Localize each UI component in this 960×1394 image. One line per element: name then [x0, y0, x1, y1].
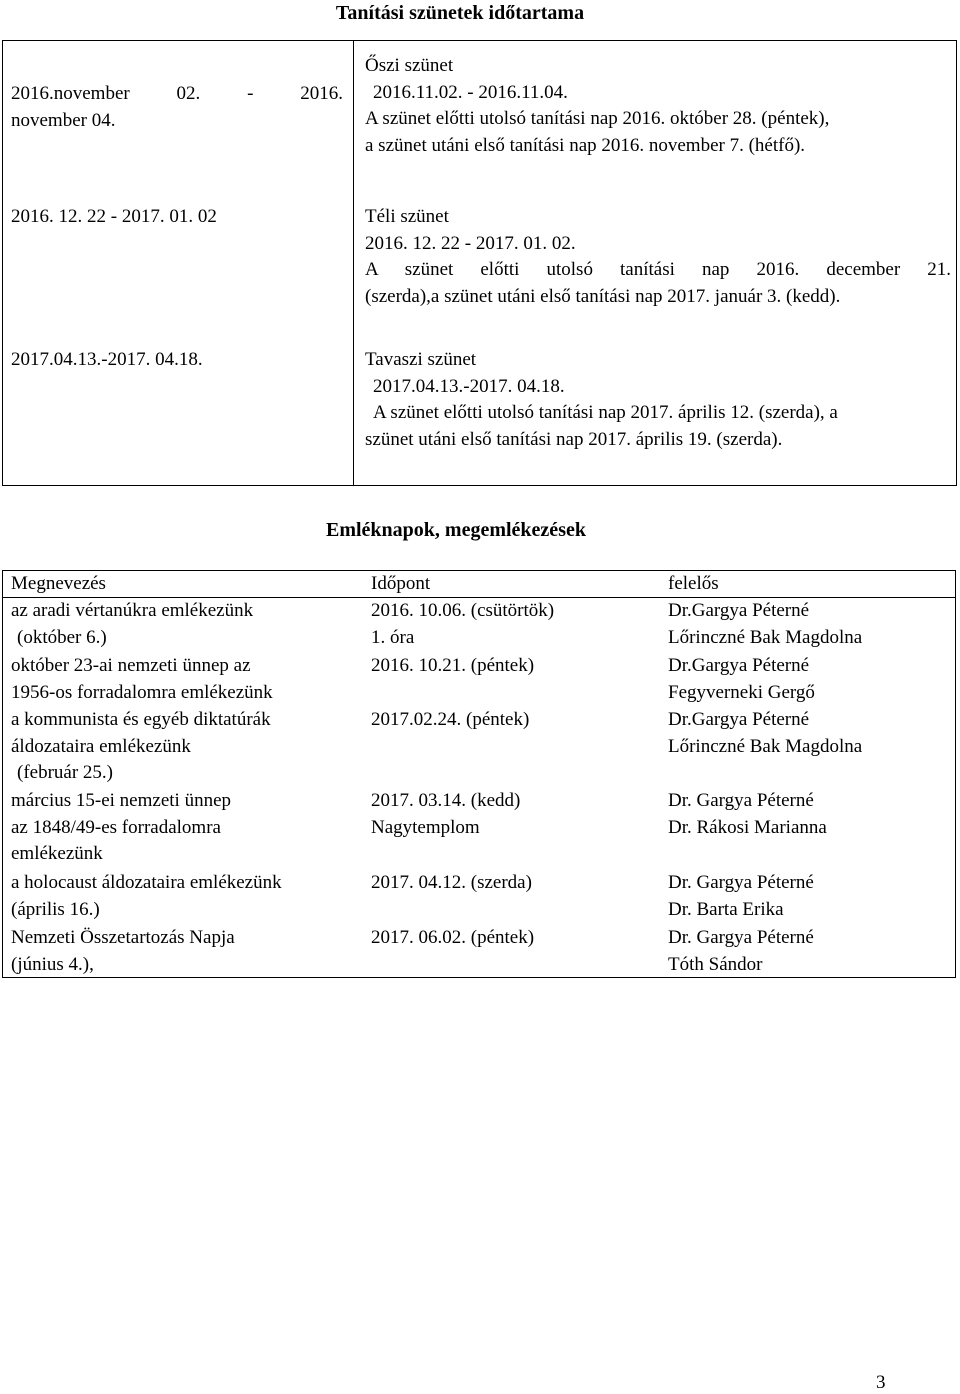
- memorial-time-line: 2016. 10.06. (csütörtök): [371, 600, 555, 621]
- memorial-time-line: Nagytemplom: [371, 816, 480, 838]
- memorial-name-line: (február 25.): [17, 762, 114, 783]
- break-desc-line: A szünet előtti utolsó tanítási nap 2016. október 28. (péntek),: [365, 108, 830, 129]
- break-dates: 2016.11.02. - 2016.11.04.: [373, 81, 568, 103]
- break-name: Őszi szünet: [365, 55, 454, 76]
- memorial-resp-line: Dr.Gargya Péterné: [668, 655, 810, 676]
- memorial-responsible: [668, 653, 956, 706]
- period-line: 2016. 12. 22 - 2017. 01. 02: [11, 206, 217, 227]
- memorial-time: [371, 598, 661, 651]
- memorial-time: [371, 788, 661, 841]
- break-row-autumn-details: [365, 53, 953, 159]
- break-dates: 2016. 12. 22 - 2017. 01. 02.: [365, 232, 576, 254]
- memorial-name: [11, 653, 351, 706]
- school-breaks-table: [2, 40, 957, 486]
- memorial-time: [371, 925, 661, 952]
- period-line: 2017.04.13.-2017. 04.18.: [11, 349, 203, 370]
- memorial-time-line: 2016. 10.21. (péntek): [371, 655, 535, 676]
- memorial-resp-line: Dr. Gargya Péterné: [668, 927, 814, 948]
- memorial-name: [11, 788, 351, 868]
- break-name: Téli szünet: [365, 206, 449, 227]
- break-desc-line: A szünet előtti utolsó tanítási nap 2017. április 12. (szerda), a: [373, 402, 838, 423]
- memorial-time-line: 2017. 04.12. (szerda): [371, 872, 532, 893]
- memorial-resp-line: Fegyverneki Gergő: [668, 681, 815, 703]
- break-row-winter-period: [11, 204, 343, 231]
- break-desc-line: a szünet utáni első tanítási nap 2016. november 7. (hétfő).: [365, 134, 806, 156]
- break-row-spring-details: [365, 347, 953, 453]
- breaks-title: Tanítási szünetek időtartama: [335, 2, 585, 24]
- memorial-resp-line: Dr. Gargya Péterné: [668, 790, 814, 811]
- memorial-name-line: az 1848/49-es forradalomra: [11, 816, 221, 838]
- memorial-responsible: [668, 707, 956, 760]
- memorial-name-line: (április 16.): [11, 898, 100, 920]
- memorial-name-line: a kommunista és egyéb diktatúrák: [11, 709, 271, 730]
- memorial-responsible: [668, 925, 956, 978]
- header-name: Megnevezés: [11, 573, 106, 594]
- page-number: 3: [876, 1372, 886, 1393]
- break-desc-line: (szerda),a szünet utáni első tanítási nap 2017. január 3. (kedd).: [365, 285, 841, 307]
- break-desc-line: A szünet előtti utolsó tanítási nap 2016. december 21.: [365, 259, 951, 280]
- break-name: Tavaszi szünet: [365, 349, 477, 370]
- memorial-resp-line: Dr. Gargya Péterné: [668, 872, 814, 893]
- memorials-title: Emléknapok, megemlékezések: [326, 519, 586, 541]
- memorial-name-line: március 15-ei nemzeti ünnep: [11, 790, 232, 811]
- memorial-time-line: 2017. 03.14. (kedd): [371, 790, 521, 811]
- memorial-responsible: [668, 788, 956, 841]
- memorial-name-line: emlékezünk: [11, 843, 103, 864]
- period-line: 2016.november 02. - 2016.: [11, 83, 343, 104]
- memorial-resp-line: Tóth Sándor: [668, 953, 763, 975]
- memorial-resp-line: Dr.Gargya Péterné: [668, 600, 810, 621]
- memorial-time-line: 1. óra: [371, 626, 415, 648]
- memorial-responsible: [668, 598, 956, 651]
- memorial-resp-line: Dr.Gargya Péterné: [668, 709, 810, 730]
- header-time: Időpont: [371, 573, 431, 594]
- header-responsible: felelős: [668, 573, 719, 594]
- memorial-name-line: áldozataira emlékezünk: [11, 735, 191, 757]
- memorial-time: [371, 870, 661, 897]
- memorial-resp-line: Dr. Barta Erika: [668, 898, 784, 920]
- memorial-name: [11, 870, 351, 923]
- break-row-spring-period: [11, 347, 343, 374]
- memorial-name-line: (június 4.),: [11, 953, 94, 975]
- memorial-time-line: 2017. 06.02. (péntek): [371, 927, 535, 948]
- column-divider: [353, 41, 354, 485]
- break-row-winter-details: [365, 204, 953, 310]
- memorial-name: [11, 707, 351, 787]
- memorial-resp-line: Lőrinczné Bak Magdolna: [668, 626, 863, 648]
- memorial-resp-line: Lőrinczné Bak Magdolna: [668, 735, 863, 757]
- memorial-time: [371, 653, 661, 680]
- break-desc-line: szünet utáni első tanítási nap 2017. április 19. (szerda).: [365, 428, 783, 450]
- memorial-name: [11, 925, 351, 978]
- memorial-name-line: az aradi vértanúkra emlékezünk: [11, 600, 254, 621]
- period-line: november 04.: [11, 109, 116, 131]
- memorial-name-line: október 23-ai nemzeti ünnep az: [11, 655, 251, 676]
- memorial-time: [371, 707, 661, 734]
- memorial-name-line: Nemzeti Összetartozás Napja: [11, 927, 235, 948]
- break-dates: 2017.04.13.-2017. 04.18.: [373, 375, 565, 397]
- memorial-name: [11, 598, 351, 651]
- break-row-autumn-period: [11, 81, 343, 134]
- memorial-name-line: a holocaust áldozataira emlékezünk: [11, 872, 282, 893]
- memorial-resp-line: Dr. Rákosi Marianna: [668, 816, 827, 838]
- memorial-name-line: (október 6.): [17, 626, 107, 648]
- memorial-time-line: 2017.02.24. (péntek): [371, 709, 530, 730]
- memorial-responsible: [668, 870, 956, 923]
- memorials-table: [2, 570, 956, 978]
- memorial-name-line: 1956-os forradalomra emlékezünk: [11, 681, 273, 703]
